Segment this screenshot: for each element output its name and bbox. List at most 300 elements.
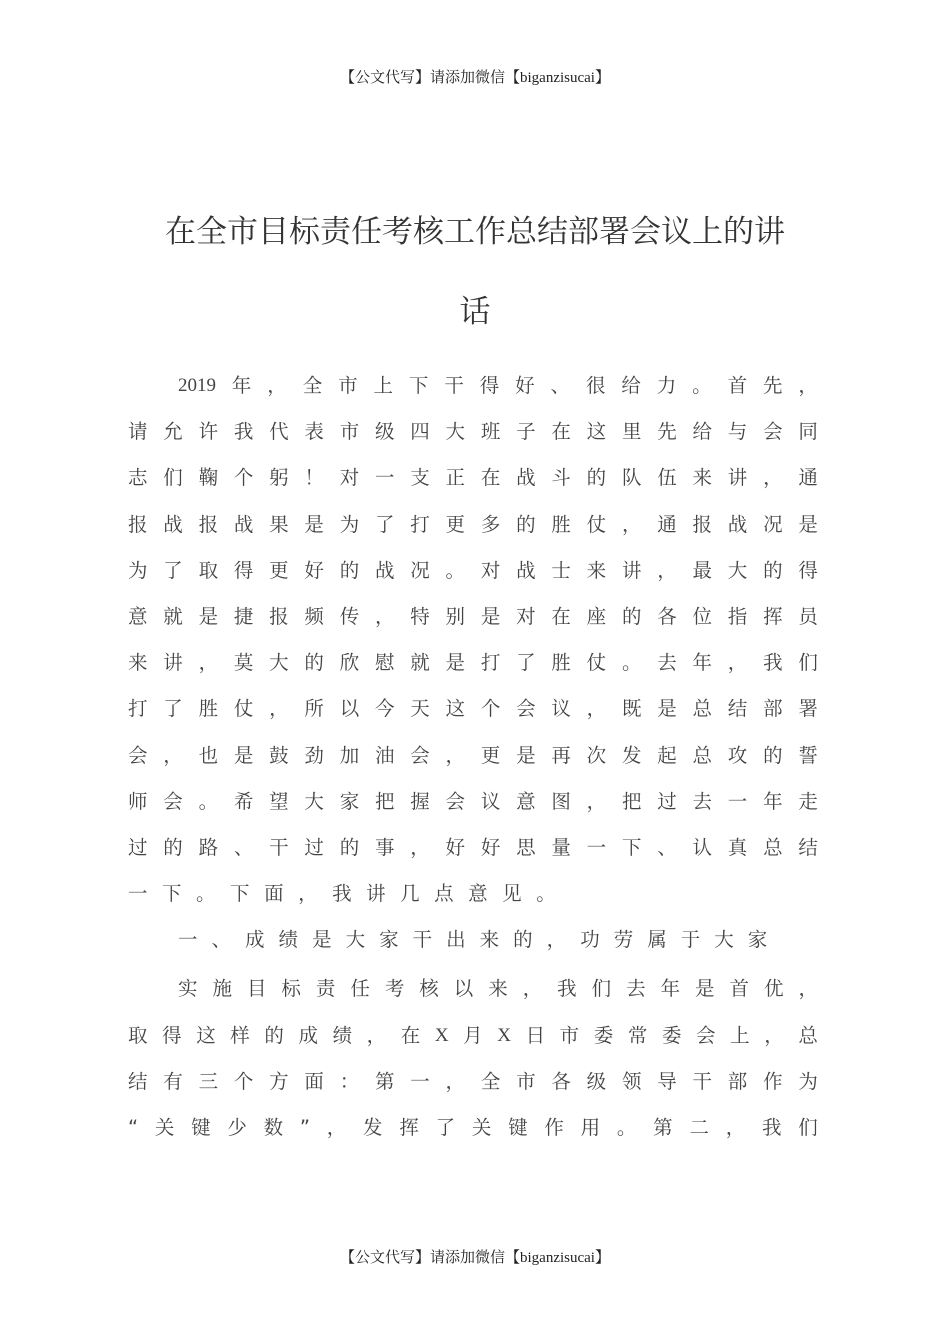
text-glyph: 大 [269, 651, 289, 675]
text-glyph: 次 [586, 743, 607, 767]
text-glyph: 、 [550, 374, 571, 397]
text-glyph: 年 [692, 651, 713, 675]
text-glyph: 走 [798, 789, 818, 813]
text-glyph: 员 [798, 604, 818, 628]
text-glyph: 更 [269, 558, 289, 582]
text-glyph: 年 [660, 977, 681, 1001]
text-glyph: 报 [692, 512, 713, 536]
text-glyph: 标 [281, 977, 301, 1001]
text-glyph: 过 [304, 835, 324, 859]
text-glyph: 一 [586, 835, 607, 859]
text-glyph: 几 [400, 882, 420, 906]
text-glyph: 的 [763, 558, 783, 582]
text-glyph: 望 [269, 789, 289, 813]
text-glyph: ， [269, 697, 289, 721]
text-glyph: 施 [212, 977, 232, 1001]
text-glyph: 了 [516, 651, 536, 675]
text-glyph: 面 [304, 1069, 324, 1093]
text-glyph: 。 [445, 558, 466, 582]
text-glyph: 通 [798, 466, 818, 490]
text-glyph: 结 [727, 697, 748, 721]
text-glyph: 报 [198, 512, 219, 536]
text-glyph: 打 [128, 697, 148, 721]
text-glyph: 大 [304, 789, 324, 813]
text-glyph: 家 [339, 789, 360, 813]
text-glyph: 关 [154, 1116, 175, 1139]
text-glyph: 干 [444, 374, 464, 397]
text-glyph: 了 [163, 697, 183, 721]
text-glyph: 第 [653, 1116, 673, 1139]
text-glyph: 意 [128, 604, 148, 628]
text-glyph: 是 [798, 512, 818, 536]
text-glyph: 个 [480, 697, 501, 721]
paragraph-line [128, 686, 818, 732]
text-glyph: 意 [468, 882, 488, 906]
text-glyph: 讲 [366, 882, 386, 906]
paragraph-line [128, 1013, 818, 1059]
paragraph-line [128, 502, 818, 548]
text-glyph: ， [326, 1116, 347, 1139]
text-glyph: 是 [516, 743, 536, 767]
text-glyph: 认 [692, 835, 713, 859]
text-glyph: 家 [379, 928, 399, 952]
text-glyph: 方 [269, 1069, 289, 1093]
text-glyph: 对 [516, 604, 536, 628]
text-glyph: 来 [488, 977, 508, 1001]
text-glyph: 真 [727, 835, 748, 859]
text-glyph: 发 [621, 743, 642, 767]
text-glyph: 讲 [163, 651, 183, 675]
text-glyph: 报 [128, 512, 148, 536]
text-glyph: 频 [304, 604, 324, 628]
text-glyph: 会 [128, 743, 148, 767]
text-glyph: ， [267, 374, 287, 397]
text-glyph: 绩 [332, 1023, 353, 1047]
section-heading [128, 917, 818, 963]
text-glyph: 部 [727, 1069, 748, 1093]
text-glyph: ， [798, 374, 818, 397]
text-glyph: 是 [657, 697, 677, 721]
text-glyph: 仗 [586, 651, 607, 675]
text-glyph: 表 [304, 420, 324, 444]
text-glyph: 与 [727, 420, 748, 444]
text-glyph: ， [763, 466, 783, 490]
text-glyph: 见 [502, 882, 522, 906]
document-title [128, 192, 822, 352]
text-glyph: 誓 [798, 743, 818, 767]
text-glyph: 导 [657, 1069, 677, 1093]
text-glyph: 战 [233, 512, 254, 536]
text-glyph: 在 [551, 604, 571, 628]
text-glyph: 也 [198, 743, 219, 767]
text-glyph: 干 [269, 835, 289, 859]
text-glyph: 考 [384, 977, 405, 1001]
text-glyph: 传 [339, 604, 360, 628]
text-glyph: 的 [163, 835, 183, 859]
text-glyph: 会 [445, 789, 466, 813]
text-glyph: 这 [445, 697, 466, 721]
text-glyph: 为 [798, 1069, 818, 1093]
text-glyph: ， [546, 928, 567, 952]
text-glyph: 大 [727, 558, 748, 582]
text-glyph: 一 [410, 1069, 430, 1093]
text-glyph: 是 [445, 651, 466, 675]
text-glyph: ， [374, 604, 395, 628]
text-glyph: 是 [695, 977, 715, 1001]
text-glyph: 思 [516, 835, 536, 859]
text-glyph: 取 [128, 1023, 148, 1047]
text-glyph: 士 [551, 558, 571, 582]
text-glyph: 为 [128, 558, 148, 582]
text-glyph: 打 [480, 651, 501, 675]
text-glyph: 署 [798, 697, 818, 721]
text-glyph: ， [586, 697, 607, 721]
text-glyph: 莫 [233, 651, 254, 675]
text-glyph: ， [798, 977, 818, 1001]
title-line-1: 在全市目标责任考核工作总结部署会议上的讲 [165, 214, 785, 250]
text-glyph: 欣 [339, 651, 360, 675]
text-glyph: 们 [798, 1116, 818, 1139]
text-glyph: ， [366, 1023, 387, 1047]
text-glyph: 下 [621, 835, 642, 859]
paragraph-line [128, 733, 818, 779]
text-glyph: 们 [798, 651, 818, 675]
text-glyph: 会 [516, 697, 536, 721]
text-glyph: 斗 [551, 466, 571, 490]
text-glyph: 下 [230, 882, 250, 906]
text-glyph: “ [128, 1116, 139, 1139]
text-glyph: 作 [763, 1069, 783, 1093]
text-glyph: 在 [480, 466, 501, 490]
text-glyph: 上 [730, 1023, 750, 1047]
text-glyph: 的 [339, 835, 360, 859]
text-glyph: 挥 [763, 604, 783, 628]
text-glyph: 图 [551, 789, 571, 813]
paragraph-line [128, 640, 818, 686]
text-glyph: 来 [586, 558, 607, 582]
text-glyph: 战 [727, 512, 748, 536]
text-glyph: 键 [508, 1116, 528, 1139]
text-glyph: ， [522, 977, 543, 1001]
text-glyph: 得 [479, 374, 500, 397]
text-glyph: 鼓 [269, 743, 289, 767]
text-glyph: 。 [198, 789, 219, 813]
text-glyph: 队 [621, 466, 642, 490]
text-glyph: 部 [763, 697, 783, 721]
paragraph-section-one [128, 966, 818, 1151]
text-glyph: 果 [269, 512, 289, 536]
text-glyph: 三 [198, 1069, 219, 1093]
paragraph-line [128, 871, 818, 917]
text-glyph: 攻 [727, 743, 748, 767]
text-glyph: ” [299, 1116, 311, 1139]
text-glyph: 来 [692, 466, 713, 490]
text-glyph: 常 [627, 1023, 648, 1047]
text-glyph: 、 [233, 835, 254, 859]
text-glyph: 少 [227, 1116, 247, 1139]
text-glyph: ， [727, 651, 748, 675]
text-glyph: 好 [480, 835, 501, 859]
text-glyph: 了 [163, 558, 183, 582]
text-glyph: 下 [162, 882, 182, 906]
text-glyph: 个 [233, 466, 254, 490]
text-glyph: 加 [339, 743, 360, 767]
text-glyph: 事 [374, 835, 395, 859]
text-glyph: 一 [178, 928, 198, 952]
text-glyph: 允 [163, 420, 183, 444]
text-glyph: 既 [621, 697, 642, 721]
text-glyph: 握 [410, 789, 430, 813]
text-glyph: 这 [586, 420, 607, 444]
text-glyph: 得 [233, 558, 254, 582]
text-glyph: 先 [657, 420, 677, 444]
text-glyph: 家 [747, 928, 768, 952]
text-glyph: 起 [657, 743, 677, 767]
paragraph-line [128, 455, 818, 501]
text-glyph: 通 [657, 512, 677, 536]
text-glyph: 量 [551, 835, 571, 859]
page-header: 【公文代写】请添加微信【biganzisucai】 [340, 70, 610, 86]
text-glyph: 第 [374, 1069, 395, 1093]
paragraph-line [128, 779, 818, 825]
text-glyph: 给 [692, 420, 713, 444]
text-glyph: 大 [445, 420, 466, 444]
text-glyph: 年 [231, 374, 252, 397]
text-glyph: 得 [798, 558, 818, 582]
text-glyph: 市 [338, 374, 358, 397]
text-glyph: 四 [410, 420, 430, 444]
text-glyph: ， [725, 1116, 746, 1139]
text-glyph: 功 [580, 928, 600, 952]
text-glyph: 劲 [304, 743, 324, 767]
text-glyph: 就 [410, 651, 430, 675]
page-footer: 【公文代写】请添加微信【biganzisucai】 [340, 1250, 610, 1266]
text-glyph: 会 [696, 1023, 716, 1047]
text-glyph: 躬 [269, 466, 289, 490]
text-glyph: 今 [374, 697, 395, 721]
text-glyph: 来 [128, 651, 148, 675]
text-glyph: 会 [163, 789, 183, 813]
text-glyph: 领 [621, 1069, 642, 1093]
text-glyph: X [434, 1024, 449, 1046]
text-glyph: 干 [692, 1069, 713, 1093]
text-glyph: ， [163, 743, 183, 767]
text-glyph: 更 [480, 743, 501, 767]
text-glyph: 了 [374, 512, 395, 536]
text-glyph: 于 [680, 928, 701, 952]
text-glyph: 意 [516, 789, 536, 813]
text-glyph: 数 [263, 1116, 284, 1139]
text-glyph: 的 [304, 651, 324, 675]
text-glyph: 请 [128, 420, 148, 444]
text-glyph: 。 [621, 651, 642, 675]
text-glyph: 全 [480, 1069, 501, 1093]
text-glyph: 伍 [657, 466, 677, 490]
paragraph-line [128, 1059, 818, 1105]
text-glyph: 上 [373, 374, 394, 397]
text-glyph: 仗 [233, 697, 254, 721]
text-glyph: 讲 [621, 558, 642, 582]
paragraph-line [128, 1105, 818, 1151]
text-glyph: 是 [304, 512, 324, 536]
text-glyph: 为 [339, 512, 360, 536]
text-glyph: ， [764, 1023, 784, 1047]
text-glyph: 的 [763, 743, 783, 767]
text-glyph: 成 [245, 928, 265, 952]
text-glyph: ， [445, 743, 466, 767]
text-glyph: 们 [163, 466, 183, 490]
text-glyph: 面 [264, 882, 284, 906]
text-glyph: 二 [689, 1116, 709, 1139]
text-glyph: 全 [302, 374, 323, 397]
paragraph-line [128, 548, 818, 594]
text-glyph: 核 [419, 977, 439, 1001]
paragraph-line [128, 594, 818, 640]
text-glyph: 是 [233, 743, 254, 767]
text-glyph: 再 [551, 743, 571, 767]
text-glyph: 结 [128, 1069, 148, 1093]
text-glyph: 出 [446, 928, 466, 952]
text-glyph: ， [198, 651, 219, 675]
text-glyph: 况 [763, 512, 783, 536]
paragraph-intro [128, 363, 818, 917]
text-glyph: 结 [798, 835, 818, 859]
text-glyph: 的 [621, 604, 642, 628]
text-glyph: 月 [463, 1023, 483, 1047]
text-glyph: 目 [246, 977, 267, 1001]
text-glyph: 任 [350, 977, 370, 1001]
text-glyph: 市 [516, 1069, 536, 1093]
text-glyph: 用 [580, 1116, 601, 1139]
text-glyph: 我 [332, 882, 352, 906]
text-glyph: 是 [312, 928, 332, 952]
text-glyph: 总 [692, 743, 713, 767]
text-glyph: 劳 [613, 928, 634, 952]
text-glyph: 座 [586, 604, 607, 628]
text-glyph: 。 [536, 882, 556, 906]
paragraph-line [128, 966, 818, 1012]
text-glyph: 在 [551, 420, 571, 444]
text-glyph: 别 [445, 604, 466, 628]
text-glyph: 我 [761, 1116, 782, 1139]
text-glyph: X [497, 1024, 511, 1046]
text-glyph: 过 [128, 835, 148, 859]
text-glyph: 所 [304, 697, 324, 721]
text-glyph: 我 [233, 420, 254, 444]
text-glyph: 是 [198, 604, 219, 628]
text-glyph: 大 [714, 928, 734, 952]
text-glyph: 2019 [178, 375, 216, 396]
text-glyph: 总 [763, 835, 783, 859]
text-glyph: 仗 [586, 512, 607, 536]
text-glyph: ， [621, 512, 642, 536]
paragraph-line [128, 363, 818, 409]
text-glyph: 、 [211, 928, 232, 952]
text-glyph: 会 [410, 743, 430, 767]
text-glyph: 议 [480, 789, 501, 813]
text-glyph: 绩 [278, 928, 299, 952]
text-glyph: 战 [516, 558, 536, 582]
text-glyph: 以 [453, 977, 474, 1001]
text-glyph: 天 [410, 697, 430, 721]
text-glyph: 发 [363, 1116, 383, 1139]
text-glyph: 作 [544, 1116, 564, 1139]
text-glyph: 一 [374, 466, 395, 490]
text-glyph: 代 [269, 420, 289, 444]
body-section [128, 363, 818, 1151]
text-glyph: 慰 [374, 651, 395, 675]
text-glyph: 干 [412, 928, 433, 952]
text-glyph: 键 [191, 1116, 211, 1139]
text-glyph: 况 [410, 558, 430, 582]
text-glyph: 来 [479, 928, 500, 952]
text-glyph: 挥 [399, 1116, 419, 1139]
text-glyph: 点 [434, 882, 454, 906]
text-glyph: 以 [339, 697, 360, 721]
text-glyph: 年 [763, 789, 783, 813]
text-glyph: 委 [661, 1023, 682, 1047]
text-glyph: 路 [198, 835, 219, 859]
text-glyph: 战 [516, 466, 536, 490]
text-glyph: 油 [374, 743, 395, 767]
text-glyph: 会 [763, 420, 783, 444]
text-glyph: 师 [128, 789, 148, 813]
text-glyph: 一 [128, 882, 148, 906]
text-glyph: 我 [763, 651, 783, 675]
text-glyph: 有 [163, 1069, 183, 1093]
text-glyph: 得 [162, 1023, 182, 1047]
text-glyph: ， [445, 1069, 466, 1093]
text-glyph: 希 [233, 789, 254, 813]
text-glyph: ！ [304, 466, 324, 490]
title-line-2: 话 [459, 294, 491, 330]
text-glyph: 级 [374, 420, 395, 444]
text-glyph: ， [657, 558, 677, 582]
paragraph-line [128, 825, 818, 871]
text-glyph: 同 [798, 420, 818, 444]
text-glyph: 们 [591, 977, 612, 1001]
text-glyph: 打 [410, 512, 430, 536]
text-glyph: 、 [657, 835, 677, 859]
text-glyph: 大 [345, 928, 366, 952]
text-glyph: 市 [339, 420, 360, 444]
text-glyph: 对 [339, 466, 360, 490]
text-glyph: ， [298, 882, 318, 906]
text-glyph: 各 [657, 604, 677, 628]
text-glyph: 位 [692, 604, 713, 628]
text-glyph: 在 [400, 1023, 421, 1047]
text-glyph: 首 [729, 977, 750, 1001]
text-glyph: 报 [269, 604, 289, 628]
text-glyph: 首 [727, 374, 748, 397]
text-glyph: 总 [692, 697, 713, 721]
text-glyph: 的 [264, 1023, 284, 1047]
text-glyph: 去 [692, 789, 713, 813]
text-glyph: 一 [727, 789, 748, 813]
text-glyph: 特 [410, 604, 430, 628]
text-glyph: 就 [163, 604, 183, 628]
text-glyph: 战 [374, 558, 395, 582]
text-glyph: 把 [374, 789, 395, 813]
text-glyph: 属 [647, 928, 667, 952]
text-glyph: ， [586, 789, 607, 813]
text-glyph: 日 [525, 1023, 546, 1047]
text-glyph: 胜 [198, 697, 219, 721]
text-glyph: 实 [178, 977, 198, 1001]
text-glyph: 优 [763, 977, 784, 1001]
text-glyph: 级 [586, 1069, 607, 1093]
text-glyph: 我 [557, 977, 577, 1001]
